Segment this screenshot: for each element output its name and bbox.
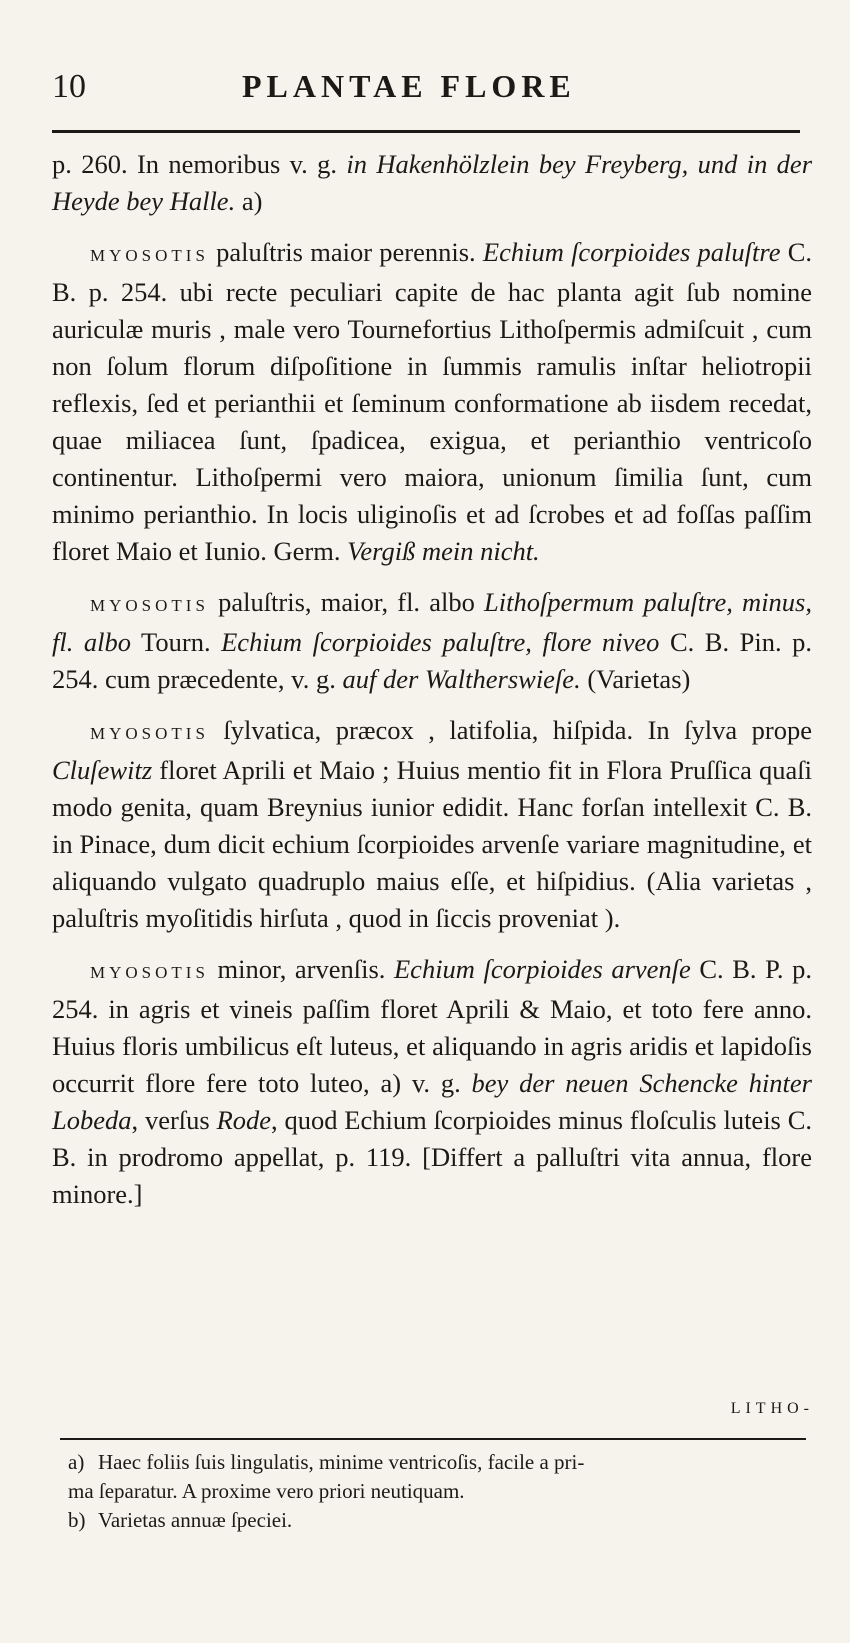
italic-run: in Hakenhölzlein bey Freyberg, und in der Heyde bey Halle. (52, 149, 813, 216)
footnote-label: b) (68, 1508, 86, 1532)
text-run: , quod Echium ſcorpioides minus floſculis luteis C. B. in prodromo appellat, p. 119. [Differt a palluſtri vita annua, flore minore.] (52, 1105, 812, 1209)
page-header (52, 68, 800, 118)
text-run: C. B. P. p. 254. in agris et vineis paſſim floret Aprili & Maio, et toto fere anno. Huius floris umbilicus eſt luteus, et aliquando in agris aridis et lapidoſis occurrit flore fere toto luteo, a) v. g. (52, 954, 812, 1098)
header-rule (52, 130, 800, 133)
footnote-text: Haec foliis ſuis lingulatis, minime ventricoſis, facile a pri- (98, 1450, 585, 1474)
italic-run: Vergiß mein nicht. (347, 536, 540, 566)
text-run: ſylvatica, præcox , latifolia, hiſpida. In ſylva prope (208, 715, 812, 745)
genus-name: MYOSOTIS (90, 724, 209, 743)
italic-run: Echium ſcorpioides paluſtre, flore niveo (221, 627, 660, 657)
text-run: a) (235, 186, 263, 216)
entry-myosotis-minor (52, 951, 812, 1213)
genus-name: MYOSOTIS (90, 246, 209, 265)
footnote-a (68, 1448, 788, 1477)
body-text (52, 146, 812, 1227)
text-run: p. 260. In nemoribus v. g. (52, 149, 347, 179)
text-run: floret Aprili et Maio ; Huius mentio fit in Flora Pruſſica quaſi modo genita, quam Breynius iunior edidit. Hanc forſan intellexit C. B. in Pinace, dum dicit echium ſcorpioides arvenſe variare magnitudine, et aliquando vulgato quadruplo maius eſſe, et hiſpidius. (Alia varietas , paluſtris myoſitidis hirſuta , quod in ſiccis proveniat ). (52, 755, 812, 933)
footnote-b (68, 1506, 788, 1535)
text-run: paluſtris maior perennis. (208, 237, 483, 267)
italic-run: Rode (216, 1105, 272, 1135)
text-run: (Varietas) (580, 664, 691, 694)
italic-run: Lithoſpermum paluſtre, minus, fl. albo (52, 587, 812, 657)
italic-run: Echium ſcorpioides paluſtre (482, 237, 781, 267)
page-number: 10 (52, 68, 86, 105)
entry-myosotis-sylvatica (52, 712, 812, 937)
text-run: C. B. Pin. p. 254. cum præcedente, v. g. (52, 627, 813, 694)
running-head: PLANTAE FLORE (242, 68, 576, 104)
italic-run: Echium ſcorpioides arvenſe (394, 954, 691, 984)
paragraph-continuation (52, 146, 812, 220)
text-run: minor, arvenſis. (208, 954, 394, 984)
footnote-rule (60, 1438, 806, 1440)
genus-name: MYOSOTIS (90, 963, 209, 982)
italic-run: auf der Waltherswieſe. (342, 664, 581, 694)
entry-myosotis-palustris-maior (52, 234, 812, 570)
footnote-a-continuation: ma ſeparatur. A proxime vero priori neutiquam. (68, 1479, 465, 1503)
text-run: paluſtris, maior, fl. albo (208, 587, 484, 617)
footnote-text: Varietas annuæ ſpeciei. (98, 1508, 293, 1532)
genus-name: MYOSOTIS (90, 596, 209, 615)
catchword: LITHO- (730, 1400, 814, 1417)
footnote-label: a) (68, 1450, 85, 1474)
text-run: C. B. p. 254. ubi recte peculiari capite de hac planta agit ſub nomine auriculæ muris , male vero Tournefortius Lithoſpermis admiſcuit , cum non ſolum florum diſpoſitione in ſummis ramulis inſtar heliotropii reflexis, ſed et perianthii et ſeminum conformatione ab iisdem recedat, quae miliacea ſunt, ſpadicea, exigua, et perianthio ventricoſo continentur. Lithoſpermi vero maiora, unionum ſimilia ſunt, cum minimo perianthio. In locis uliginoſis et ad ſcrobes et ad foſſas paſſim floret Maio et Iunio. Germ. (52, 237, 812, 566)
entry-myosotis-palustris-albo (52, 584, 812, 698)
text-run: Tourn. (131, 627, 222, 657)
footnotes (68, 1448, 788, 1535)
italic-run: Cluſewitz (52, 755, 153, 785)
text-run: , verſus (131, 1105, 217, 1135)
italic-run: bey der neuen Schencke hinter Lobeda (52, 1068, 812, 1135)
